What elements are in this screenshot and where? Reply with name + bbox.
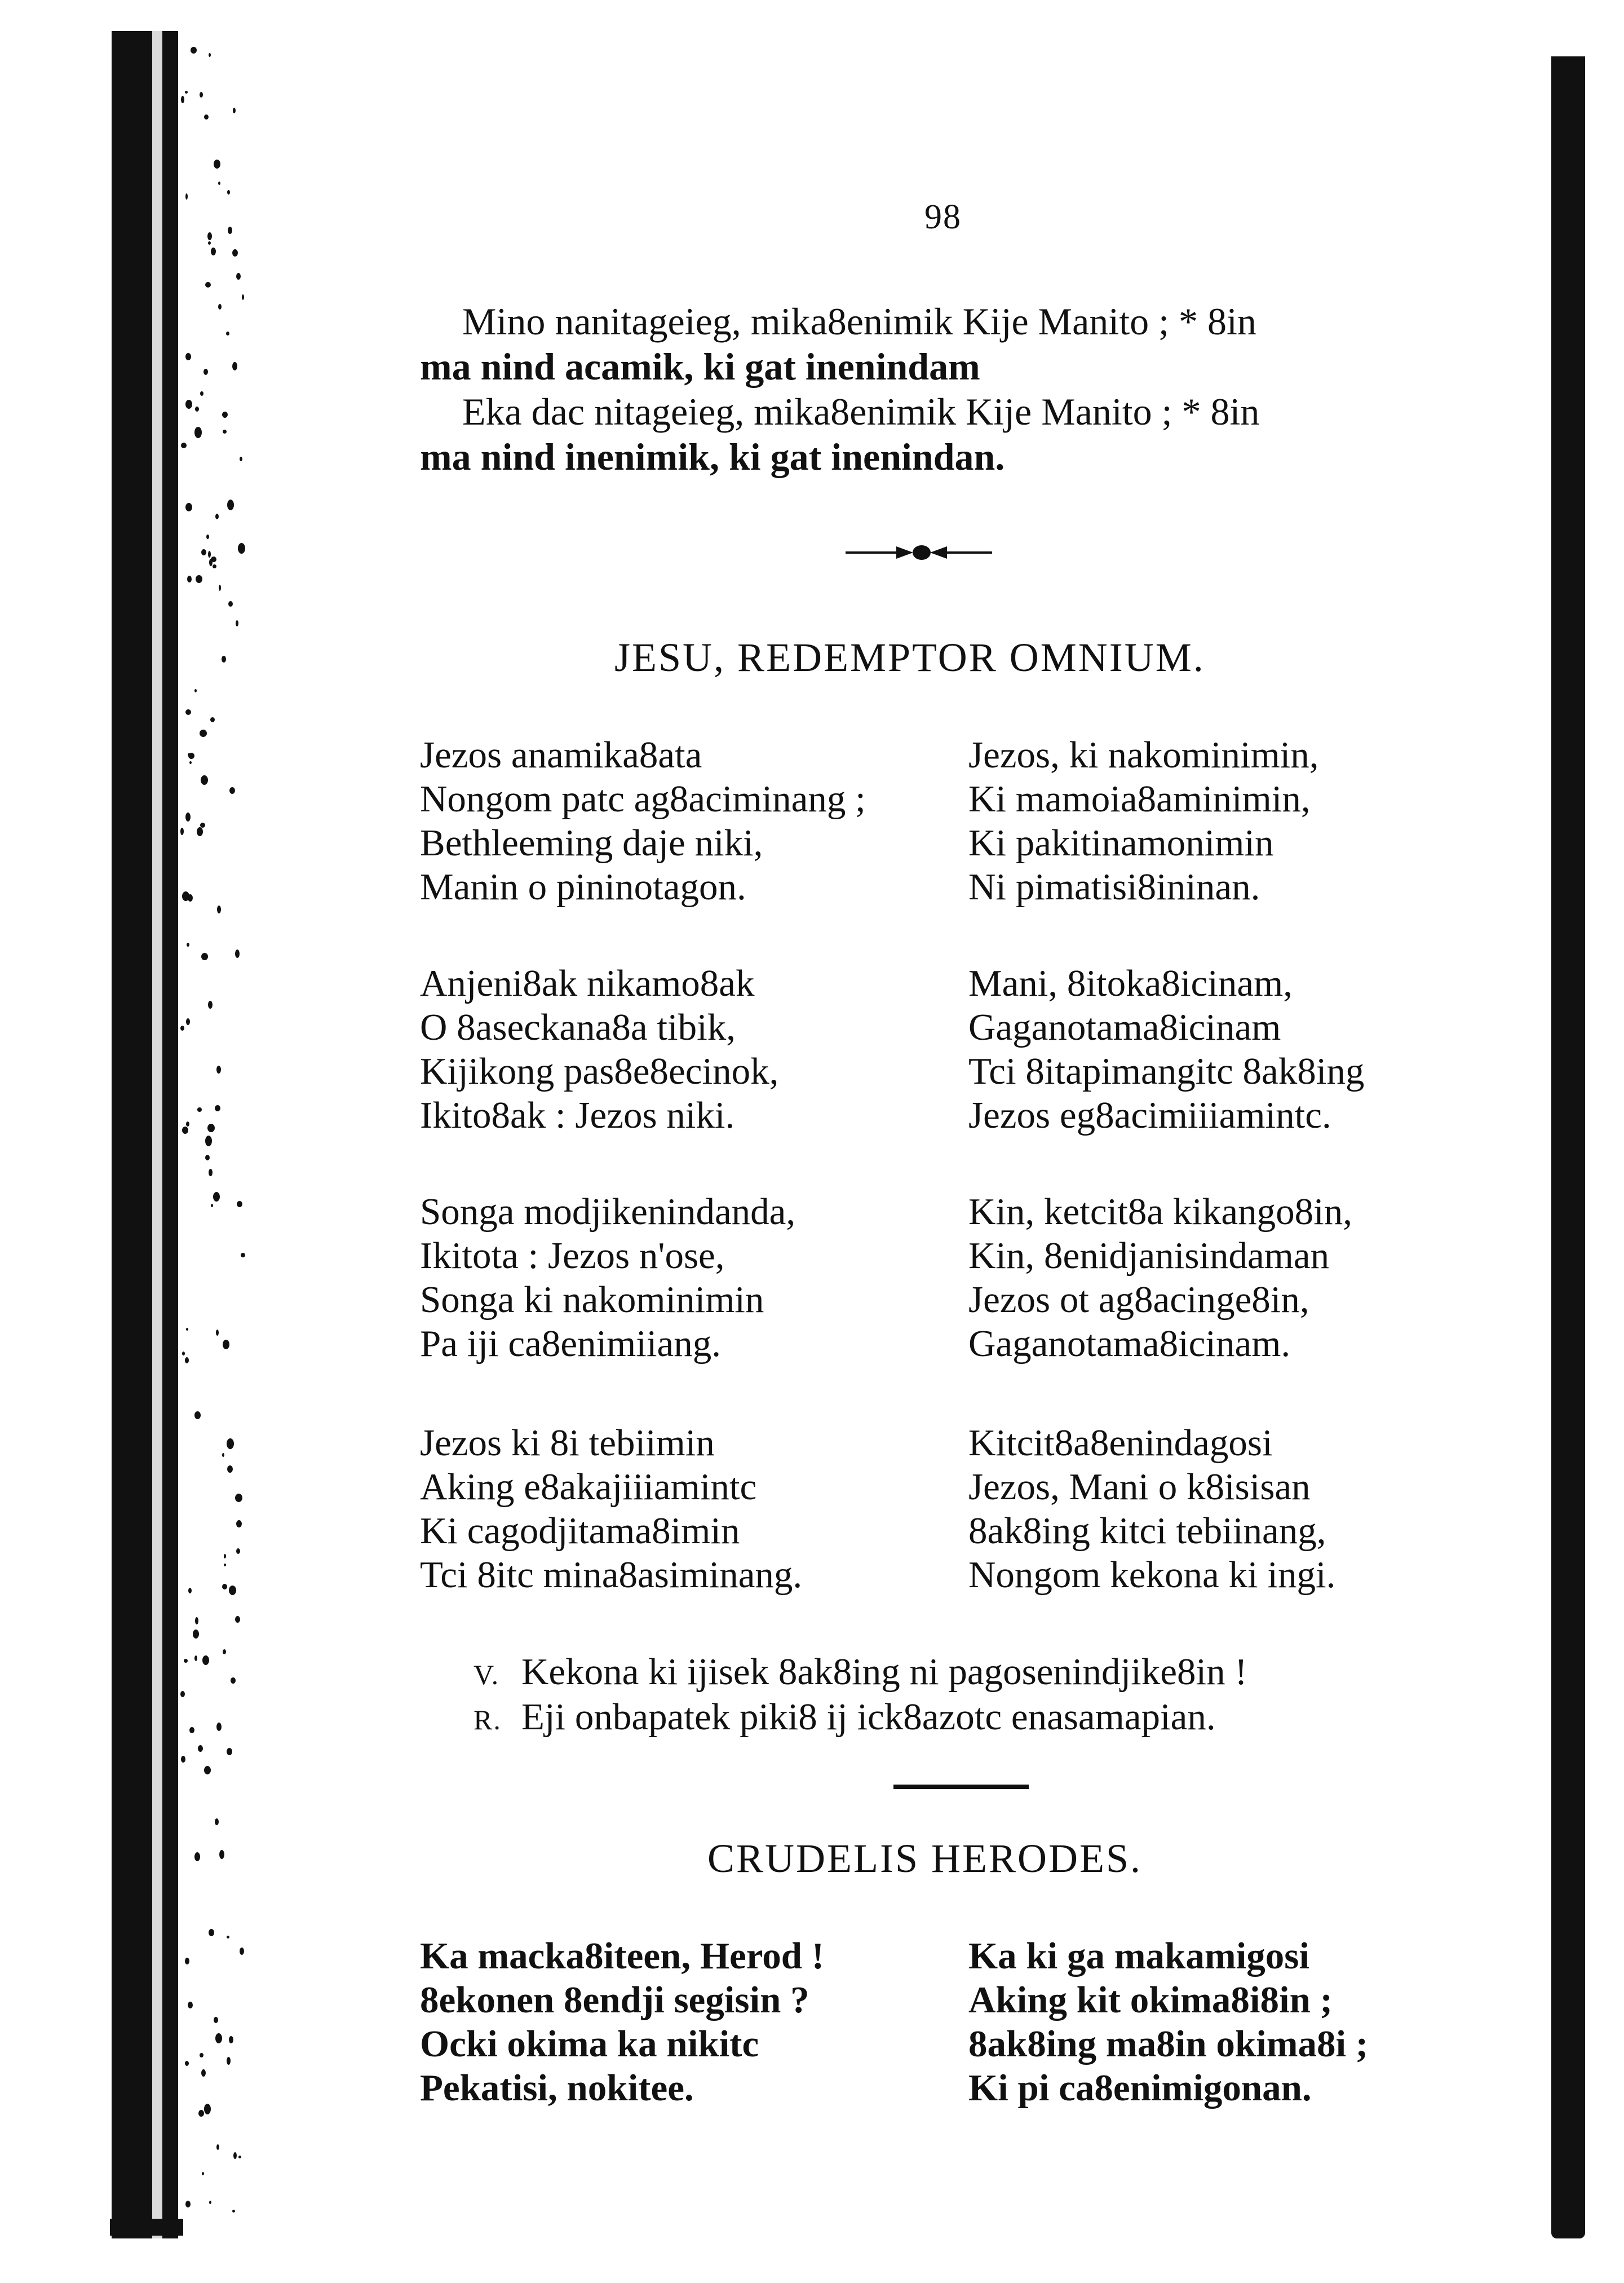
scan-speck (227, 1465, 233, 1473)
scan-speck (236, 1520, 242, 1527)
scan-speck (232, 249, 238, 257)
verse-line: Songa modjikenindanda, (420, 1191, 796, 1233)
scan-speck (184, 1659, 188, 1663)
scan-speck (236, 273, 241, 280)
scan-speck (191, 47, 197, 54)
response (474, 1694, 1216, 1742)
scan-speck (219, 585, 221, 591)
verse-line: Tci 8itapimangitc 8ak8ing (968, 1050, 1365, 1092)
scan-speck (209, 1929, 214, 1936)
scan-speck (185, 1357, 189, 1363)
scan-speck (228, 227, 232, 234)
scan-speck (205, 1155, 210, 1160)
fleuron-ornament-icon (846, 538, 992, 567)
scan-speck (224, 1564, 226, 1566)
scan-speck (213, 564, 216, 568)
scan-speck (231, 1677, 236, 1684)
scan-speck (189, 761, 192, 764)
scan-speck (206, 535, 209, 539)
scan-speck (215, 1818, 219, 1825)
verse-line: 8ekonen 8endji segisin ? (420, 1979, 809, 2021)
verse-line: Jezos eg8acimiiiamintc. (968, 1094, 1331, 1136)
scan-speck (189, 1727, 194, 1733)
hymn1-stanza-2-right (968, 961, 1364, 1137)
verse-line: Kin, ketcit8a kikango8in, (968, 1191, 1353, 1233)
scan-speck (224, 1554, 226, 1558)
scan-speck (223, 1649, 226, 1654)
scan-speck (229, 787, 235, 794)
scan-speck (222, 656, 226, 663)
scan-speck (185, 1958, 189, 1964)
scan-speck (214, 2017, 218, 2023)
scan-speck (226, 332, 229, 335)
scan-speck (232, 2210, 235, 2213)
verse-line: Nongom patc ag8aciminang ; (420, 778, 866, 820)
scan-speck (204, 1766, 211, 1774)
scan-speck (201, 549, 206, 555)
verse-line: Jezos ot ag8acinge8in, (968, 1279, 1309, 1321)
scan-speck (223, 430, 227, 434)
scan-speck (200, 2053, 203, 2057)
scan-speck (218, 182, 220, 185)
hymn1-stanza-2-left (420, 961, 778, 1137)
verse-line: Aking e8akajiiiamintc (420, 1466, 757, 1508)
scan-speck (227, 1936, 229, 1938)
verse-line: Pa iji ca8enimiiang. (420, 1323, 722, 1364)
scan-speck (186, 1018, 190, 1025)
verse-line: Ka ki ga makamigosi (968, 1935, 1309, 1977)
scan-speck (203, 369, 208, 375)
scan-speck (186, 1328, 188, 1331)
scan-speck (188, 1588, 192, 1593)
hymn2-stanza-1-left (420, 1934, 824, 2110)
verse-line: Ki pi ca8enimigonan. (968, 2067, 1312, 2109)
scan-speck (215, 2033, 222, 2043)
left-binding-edge (112, 31, 178, 2238)
scan-speck (194, 1411, 201, 1419)
verse-line: Ki mamoia8aminimin, (968, 778, 1311, 820)
verse-line: Kin, 8enidjanisindaman (968, 1235, 1330, 1277)
scan-speck (196, 575, 202, 583)
scan-speck (214, 160, 220, 169)
right-binding-edge (1551, 56, 1585, 2238)
scan-speck (219, 1850, 224, 1859)
verse-line: Pekatisi, nokitee. (420, 2067, 694, 2109)
scan-speck (201, 2069, 206, 2077)
scan-speck (216, 1330, 219, 1336)
intro-line: Eka dac nitageieg, mika8enimik Kije Manito ; * 8in (462, 390, 1260, 433)
scan-speck (211, 248, 216, 255)
scan-speck (194, 1655, 197, 1661)
scan-speck (185, 91, 188, 94)
response-mark: R. (474, 1704, 502, 1736)
scan-speck (181, 96, 184, 103)
scan-speck (181, 1756, 185, 1763)
scan-speck (207, 232, 212, 240)
scan-speck (217, 906, 221, 913)
intro-line: ma nind acamik, ki gat inenindam (420, 345, 980, 388)
scan-speck (201, 775, 208, 785)
scan-speck (194, 1852, 200, 1861)
verse-line: Kijikong pas8e8ecinok, (420, 1050, 779, 1092)
scan-speck (204, 2104, 211, 2114)
verse-line: Ikitota : Jezos n'ose, (420, 1235, 725, 1277)
scan-speck (185, 709, 191, 715)
scan-speck (185, 193, 188, 200)
intro-line: ma nind inenimik, ki gat inenindan. (420, 435, 1005, 478)
scan-speck (215, 514, 219, 519)
scan-speck (209, 1169, 213, 1176)
hymn1-stanza-4-left (420, 1421, 802, 1597)
versicle-text: Kekona ki ijisek 8ak8ing ni pagosenindjike8in ! (521, 1651, 1247, 1693)
verse-line: Gaganotama8icinam (968, 1006, 1281, 1048)
hymn1-stanza-4-right (968, 1421, 1335, 1597)
scan-speck (227, 500, 234, 510)
versicle-mark: V. (474, 1659, 500, 1690)
scan-speck (181, 443, 187, 448)
hymn1-stanza-3-right (968, 1190, 1352, 1366)
scan-speck (207, 1124, 215, 1132)
scan-speck (240, 457, 242, 461)
verse-line: Bethleeming daje niki, (420, 822, 763, 864)
scan-speck (227, 1438, 234, 1449)
scan-speck (222, 412, 228, 418)
scan-speck (213, 1192, 220, 1202)
scan-speck (204, 114, 209, 120)
scan-speck (229, 2036, 233, 2043)
scan-speck (241, 1253, 245, 1257)
section-divider (893, 1785, 1029, 1789)
verse-line: Nongom kekona ki ingi. (968, 1554, 1336, 1596)
verse-line: Jezos, Mani o k8isisan (968, 1466, 1311, 1508)
scan-speck (242, 294, 244, 300)
left-binding-highlight (152, 31, 162, 2238)
scan-speck (185, 400, 192, 409)
hymn-title: JESU, REDEMPTOR OMNIUM. (614, 635, 1205, 680)
hymn2-stanza-1-right (968, 1934, 1368, 2110)
scan-speck (210, 717, 215, 722)
scan-speck (198, 2110, 204, 2117)
scan-speck (240, 1948, 244, 1955)
verse-line: Ka macka8iteen, Herod ! (420, 1935, 825, 1977)
intro-line: Mino nanitageieg, mika8enimik Kije Manito ; * 8in (462, 300, 1256, 343)
page-number: 98 (924, 198, 962, 236)
scan-speck (222, 1453, 224, 1457)
scan-speck (205, 282, 211, 288)
scan-speck (185, 503, 192, 511)
scan-speck (211, 1204, 213, 1207)
hymn1-stanza-1-left (420, 733, 866, 909)
scan-speck (235, 950, 240, 958)
scan-speck (215, 1105, 220, 1111)
scan-speck (235, 1494, 242, 1502)
scan-speck (195, 407, 199, 412)
scan-speck (195, 1617, 198, 1624)
versicle (474, 1649, 1247, 1697)
scan-speck (180, 828, 184, 835)
scan-speck (188, 753, 194, 759)
hymn-title: CRUDELIS HERODES. (707, 1836, 1143, 1881)
scan-speck (200, 92, 203, 98)
scan-speck (200, 391, 203, 396)
scan-speck (235, 1616, 240, 1623)
scan-speck (218, 304, 222, 310)
hymn1-stanza-1-right (968, 733, 1319, 909)
scan-speck (185, 812, 191, 822)
response-text: Eji onbapatek piki8 ij ick8azotc enasamapian. (521, 1696, 1216, 1738)
verse-line: Tci 8itc mina8asiminang. (420, 1554, 803, 1596)
scan-speck (194, 689, 197, 692)
scan-speck (182, 1352, 185, 1355)
scan-speck (238, 543, 245, 554)
scan-speck (180, 1691, 185, 1697)
scan-speck (193, 1630, 199, 1639)
scan-speck (185, 353, 191, 360)
scan-speck (237, 1201, 242, 1207)
scan-speck (208, 1001, 213, 1009)
verse-line: Aking kit okima8i8in ; (968, 1979, 1333, 2021)
verse-line: Mani, 8itoka8icinam, (968, 962, 1293, 1004)
scan-speck (209, 559, 213, 566)
scan-speck (209, 53, 211, 57)
scan-speck (228, 601, 233, 607)
verse-line: 8ak8ing kitci tebiinang, (968, 1510, 1326, 1552)
verse-line: Gaganotama8icinam. (968, 1323, 1291, 1364)
scan-speck (233, 108, 236, 113)
scan-speck (223, 1340, 229, 1349)
scan-speck (197, 827, 203, 836)
verse-line: Ikito8ak : Jezos niki. (420, 1094, 735, 1136)
scan-speck (186, 1121, 189, 1127)
scan-speck (209, 2201, 211, 2204)
scan-speck (227, 190, 230, 195)
scan-speck (208, 551, 211, 558)
scan-speck (200, 730, 207, 737)
scan-speck (182, 1127, 188, 1134)
scan-speck (216, 1066, 221, 1074)
scan-speck (201, 953, 208, 960)
left-binding-base (110, 2219, 183, 2236)
scan-speck (236, 620, 238, 626)
verse-line: Kitcit8a8enindagosi (968, 1422, 1273, 1464)
verse-line: Jezos anamika8ata (420, 734, 702, 776)
scan-speck (232, 362, 237, 370)
scan-speck (180, 1026, 184, 1031)
hymn1-stanza-3-left (420, 1190, 795, 1366)
scan-speck (227, 1748, 232, 1755)
scan-speck (188, 894, 193, 902)
scan-speck (229, 1586, 236, 1595)
verse-line: Songa ki nakominimin (420, 1279, 764, 1321)
scan-speck (238, 2156, 241, 2158)
verse-line: Manin o pininotagon. (420, 866, 746, 908)
scan-speck (233, 2152, 237, 2159)
scan-speck (185, 2061, 189, 2066)
verse-line: Ki pakitinamonimin (968, 822, 1274, 864)
scan-speck (197, 1108, 200, 1111)
scan-speck (202, 1655, 209, 1665)
scan-speck (216, 2144, 219, 2150)
verse-line: O 8aseckana8a tibik, (420, 1006, 736, 1048)
scan-speck (236, 1548, 240, 1554)
verse-line: Ki cagodjitama8imin (420, 1510, 740, 1552)
scan-speck (227, 2057, 231, 2065)
scan-speck (194, 427, 202, 438)
scan-speck (205, 1136, 212, 1146)
scan-speck (188, 2002, 193, 2008)
scan-speck (198, 1745, 203, 1752)
verse-line: Jezos, ki nakominimin, (968, 734, 1319, 776)
scan-speck (222, 1584, 227, 1589)
scan-speck (187, 943, 189, 947)
scan-speck (185, 2201, 191, 2207)
scan-speck (216, 1723, 222, 1731)
verse-line: Anjeni8ak nikamo8ak (420, 962, 755, 1004)
scan-speck (208, 241, 211, 245)
verse-line: 8ak8ing ma8in okima8i ; (968, 2023, 1369, 2065)
verse-line: Ni pimatisi8ininan. (968, 866, 1260, 908)
verse-line: Jezos ki 8i tebiimin (420, 1422, 715, 1464)
scan-speck (202, 2172, 204, 2175)
scan-speck (187, 576, 192, 582)
verse-line: Ocki okima ka nikitc (420, 2023, 759, 2065)
intro-stanza (420, 299, 1259, 479)
